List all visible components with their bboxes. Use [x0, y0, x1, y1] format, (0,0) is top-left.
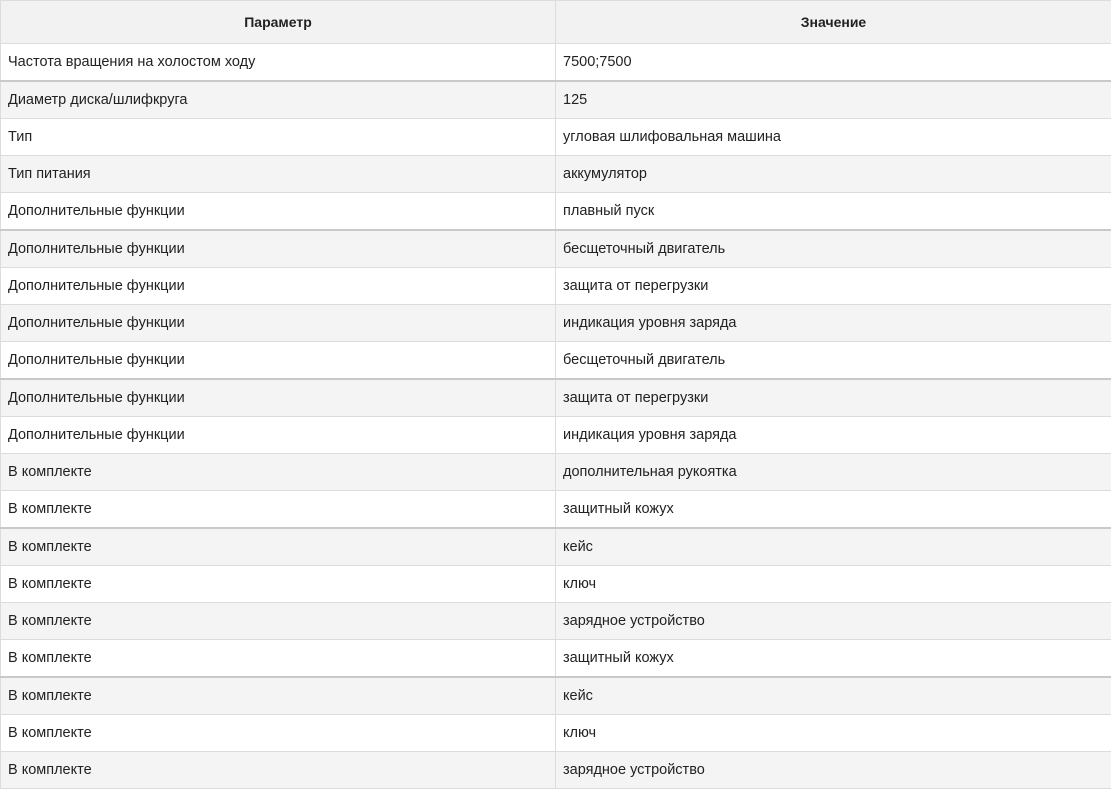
value-cell: кейс	[556, 677, 1112, 715]
table-header-row	[1, 1, 1112, 44]
value-cell: угловая шлифовальная машина	[556, 119, 1112, 156]
table-row	[1, 528, 1112, 566]
param-cell: Дополнительные функции	[1, 379, 556, 417]
table-row	[1, 454, 1112, 491]
value-cell: ключ	[556, 566, 1112, 603]
param-cell: В комплекте	[1, 566, 556, 603]
value-cell: зарядное устройство	[556, 603, 1112, 640]
param-cell: В комплекте	[1, 528, 556, 566]
value-cell: индикация уровня заряда	[556, 417, 1112, 454]
param-cell: В комплекте	[1, 640, 556, 678]
table-row	[1, 305, 1112, 342]
param-cell: Тип питания	[1, 156, 556, 193]
param-cell: Дополнительные функции	[1, 230, 556, 268]
table-row	[1, 119, 1112, 156]
table-row	[1, 379, 1112, 417]
column-header-value: Значение	[556, 1, 1112, 44]
table-row	[1, 715, 1112, 752]
value-cell: защита от перегрузки	[556, 379, 1112, 417]
table-row	[1, 230, 1112, 268]
value-cell: дополнительная рукоятка	[556, 454, 1112, 491]
value-cell: защитный кожух	[556, 491, 1112, 529]
table-row	[1, 491, 1112, 529]
table-row	[1, 640, 1112, 678]
value-cell: зарядное устройство	[556, 752, 1112, 789]
param-cell: Дополнительные функции	[1, 268, 556, 305]
table-row	[1, 752, 1112, 789]
param-cell: В комплекте	[1, 603, 556, 640]
column-header-param: Параметр	[1, 1, 556, 44]
value-cell: защита от перегрузки	[556, 268, 1112, 305]
value-cell: 125	[556, 81, 1112, 119]
table-row	[1, 417, 1112, 454]
param-cell: Дополнительные функции	[1, 193, 556, 231]
param-cell: В комплекте	[1, 715, 556, 752]
value-cell: бесщеточный двигатель	[556, 342, 1112, 380]
value-cell: 7500;7500	[556, 44, 1112, 82]
table-row	[1, 268, 1112, 305]
table-row	[1, 342, 1112, 380]
param-cell: Дополнительные функции	[1, 342, 556, 380]
table-row	[1, 44, 1112, 82]
param-cell: Дополнительные функции	[1, 305, 556, 342]
value-cell: ключ	[556, 715, 1112, 752]
table-row	[1, 677, 1112, 715]
param-cell: В комплекте	[1, 454, 556, 491]
value-cell: плавный пуск	[556, 193, 1112, 231]
table-row	[1, 566, 1112, 603]
table-row	[1, 603, 1112, 640]
table-row	[1, 156, 1112, 193]
value-cell: бесщеточный двигатель	[556, 230, 1112, 268]
value-cell: индикация уровня заряда	[556, 305, 1112, 342]
param-cell: Частота вращения на холостом ходу	[1, 44, 556, 82]
param-cell: Тип	[1, 119, 556, 156]
param-cell: В комплекте	[1, 491, 556, 529]
value-cell: аккумулятор	[556, 156, 1112, 193]
param-cell: Диаметр диска/шлифкруга	[1, 81, 556, 119]
param-cell: В комплекте	[1, 752, 556, 789]
param-cell: В комплекте	[1, 677, 556, 715]
value-cell: кейс	[556, 528, 1112, 566]
value-cell: защитный кожух	[556, 640, 1112, 678]
param-cell: Дополнительные функции	[1, 417, 556, 454]
table-row	[1, 81, 1112, 119]
table-row	[1, 193, 1112, 231]
